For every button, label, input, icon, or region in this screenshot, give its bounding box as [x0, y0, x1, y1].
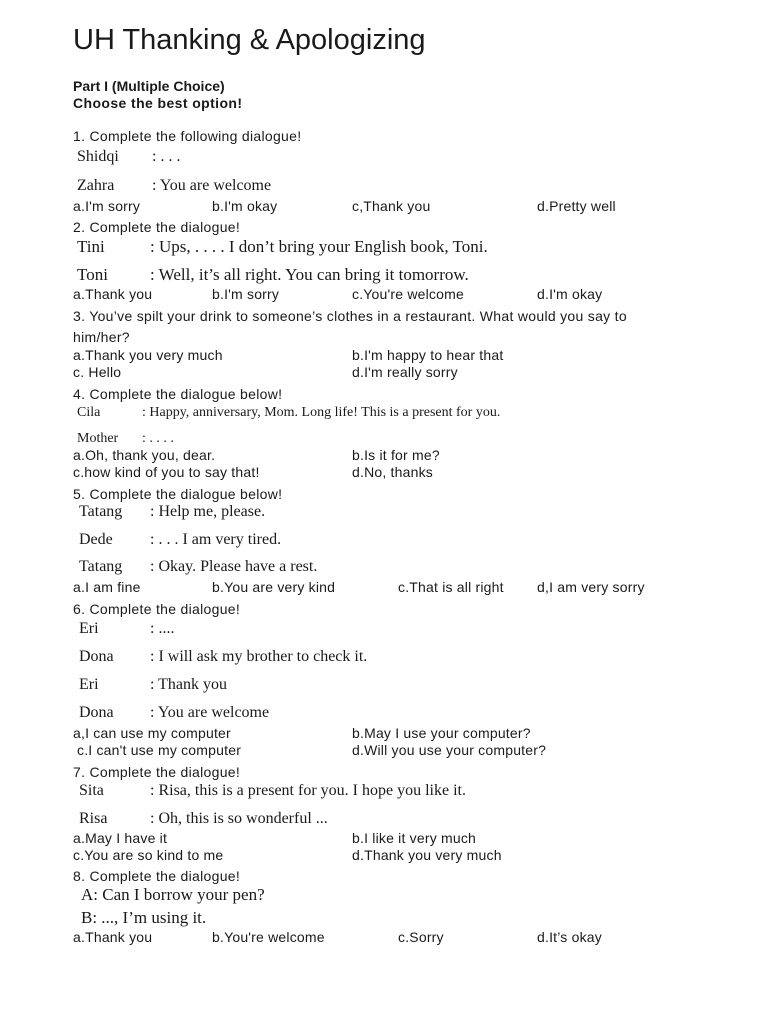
option-a[interactable]: a.Thank you very much	[73, 347, 223, 363]
dialogue-speaker: Tatang	[79, 558, 123, 575]
part-heading: Part I (Multiple Choice)	[73, 78, 225, 94]
dialogue-line: : . . . I am very tired.	[150, 531, 282, 548]
option-a[interactable]: a.May I have it	[73, 830, 168, 846]
dialogue-speaker: Cila	[77, 405, 101, 420]
option-b[interactable]: b.Is it for me?	[352, 447, 440, 463]
option-a[interactable]: a.Thank you	[73, 286, 153, 302]
option-b[interactable]: b.May I use your computer?	[352, 725, 531, 741]
dialogue-speaker: Toni	[77, 265, 108, 284]
dialogue-speaker: Shidqi	[77, 148, 119, 165]
dialogue-line: : Help me, please.	[150, 503, 266, 520]
instruction: Choose the best option!	[73, 95, 243, 111]
dialogue-speaker: Tini	[77, 237, 105, 256]
dialogue-speaker: Eri	[79, 676, 99, 693]
dialogue-line: : Well, it’s all right. You can bring it tomorrow.	[150, 265, 469, 284]
dialogue-line: : Risa, this is a present for you. I hope you like it.	[150, 782, 466, 799]
option-d[interactable]: d.It’s okay	[537, 929, 602, 945]
option-d[interactable]: d,I am very sorry	[537, 579, 645, 595]
option-b[interactable]: b.I'm happy to hear that	[352, 347, 504, 363]
question-prompt: 7. Complete the dialogue!	[73, 764, 241, 780]
option-d[interactable]: d.No, thanks	[352, 464, 433, 480]
option-c[interactable]: c.You're welcome	[352, 286, 464, 302]
option-d[interactable]: d.Thank you very much	[352, 847, 502, 863]
question-prompt: 1. Complete the following dialogue!	[73, 128, 302, 144]
dialogue-speaker: Dona	[79, 648, 114, 665]
question-prompt: 8. Complete the dialogue!	[73, 868, 241, 884]
dialogue-speaker: Eri	[79, 620, 99, 637]
dialogue-speaker: Dede	[79, 531, 113, 548]
option-a[interactable]: a.I'm sorry	[73, 198, 141, 214]
option-c[interactable]: c.how kind of you to say that!	[73, 464, 260, 480]
option-d[interactable]: d.I'm really sorry	[352, 364, 458, 380]
dialogue-line: : . . . .	[142, 431, 174, 446]
option-c[interactable]: c.I can't use my computer	[77, 742, 242, 758]
dialogue-line: : . . .	[152, 148, 181, 165]
option-c[interactable]: c,Thank you	[352, 198, 431, 214]
option-c[interactable]: c.Sorry	[398, 929, 444, 945]
dialogue-line: : ....	[150, 620, 175, 637]
dialogue-line: : I will ask my brother to check it.	[150, 648, 368, 665]
dialogue-line: : Happy, anniversary, Mom. Long life! This is a present for you.	[142, 405, 501, 420]
dialogue-speaker: Mother	[77, 431, 119, 446]
dialogue-line: : You are welcome	[152, 177, 272, 194]
option-c[interactable]: c.You are so kind to me	[73, 847, 224, 863]
dialogue-line: : You are welcome	[150, 704, 270, 721]
question-prompt: 3. You’ve spilt your drink to someone’s clothes in a restaurant. What would you say to him/her?	[73, 308, 627, 345]
option-b[interactable]: b.I like it very much	[352, 830, 477, 846]
option-c[interactable]: c.That is all right	[398, 579, 504, 595]
dialogue-speaker: Risa	[79, 810, 108, 827]
worksheet-title: UH Thanking & Apologizing	[73, 24, 426, 56]
option-a[interactable]: a.I am fine	[73, 579, 141, 595]
option-b[interactable]: b.You're welcome	[212, 929, 325, 945]
question-prompt: 5. Complete the dialogue below!	[73, 486, 283, 502]
dialogue-speaker: Tatang	[79, 503, 123, 520]
dialogue-speaker: Dona	[79, 704, 114, 721]
option-a[interactable]: a,I can use my computer	[73, 725, 231, 741]
question-prompt: 4. Complete the dialogue below!	[73, 386, 283, 402]
dialogue-line: : Thank you	[150, 676, 228, 693]
option-d[interactable]: d.Will you use your computer?	[352, 742, 547, 758]
dialogue-line: : Ups, . . . . I don’t bring your English book, Toni.	[150, 237, 488, 256]
dialogue-line: B: ..., I’m using it.	[81, 908, 207, 927]
question-prompt: 6. Complete the dialogue!	[73, 601, 241, 617]
dialogue-speaker: Zahra	[77, 177, 115, 194]
option-b[interactable]: b.I'm sorry	[212, 286, 280, 302]
dialogue-line: : Okay. Please have a rest.	[150, 558, 318, 575]
option-d[interactable]: d.Pretty well	[537, 198, 616, 214]
option-b[interactable]: b.I'm okay	[212, 198, 278, 214]
option-d[interactable]: d.I'm okay	[537, 286, 603, 302]
question-prompt: 2. Complete the dialogue!	[73, 219, 241, 235]
dialogue-speaker: Sita	[79, 782, 104, 799]
dialogue-line: A: Can I borrow your pen?	[81, 885, 265, 904]
option-a[interactable]: a.Oh, thank you, dear.	[73, 447, 216, 463]
option-c[interactable]: c. Hello	[73, 364, 122, 380]
option-b[interactable]: b.You are very kind	[212, 579, 336, 595]
option-a[interactable]: a.Thank you	[73, 929, 153, 945]
dialogue-line: : Oh, this is so wonderful ...	[150, 810, 328, 827]
